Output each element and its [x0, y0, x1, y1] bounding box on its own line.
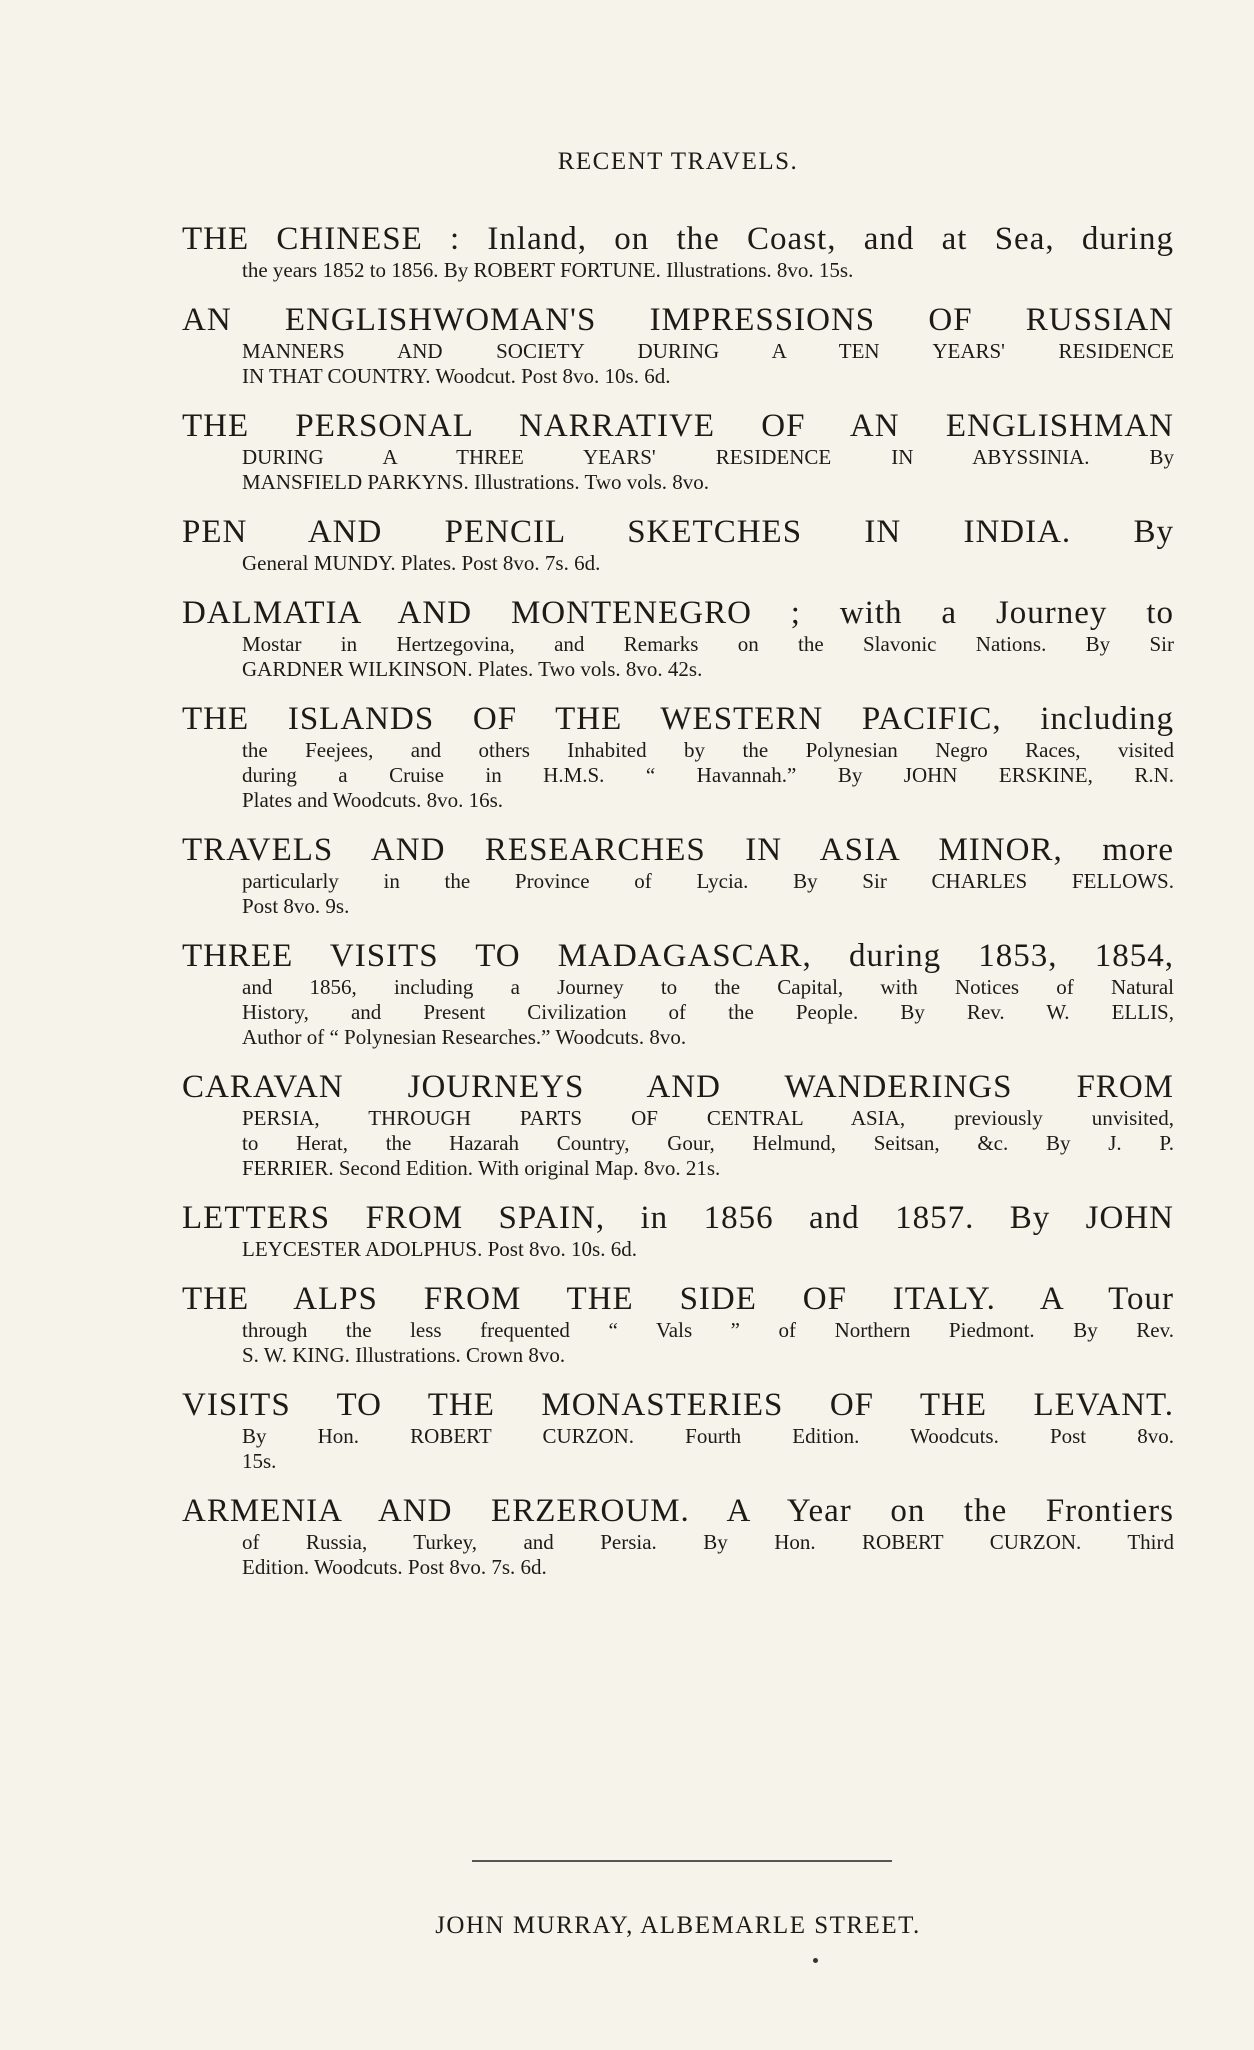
book-entry — [182, 700, 1174, 813]
book-title: PEN AND PENCIL SKETCHES IN INDIA. By — [182, 514, 1174, 550]
book-description-line: the Feejees, and others Inhabited by the Polynesian Negro Races, visited — [242, 738, 1174, 762]
book-description-line: History, and Present Civilization of the People. By Rev. W. ELLIS, — [242, 1000, 1174, 1024]
book-description-line: IN THAT COUNTRY. Woodcut. Post 8vo. 10s. 6d. — [242, 364, 671, 388]
book-description-line: LEYCESTER ADOLPHUS. Post 8vo. 10s. 6d. — [242, 1237, 637, 1261]
publisher-footer: JOHN MURRAY, ALBEMARLE STREET. — [435, 1912, 921, 1939]
book-entry — [182, 1492, 1174, 1580]
book-description-line: GARDNER WILKINSON. Plates. Two vols. 8vo. 42s. — [242, 657, 703, 681]
book-entry — [182, 407, 1174, 495]
book-description-line: S. W. KING. Illustrations. Crown 8vo. — [242, 1343, 566, 1367]
book-title: ARMENIA AND ERZEROUM. A Year on the Frontiers — [182, 1493, 1174, 1529]
book-description-line: Mostar in Hertzegovina, and Remarks on the Slavonic Nations. By Sir — [242, 632, 1174, 656]
book-description-line: to Herat, the Hazarah Country, Gour, Helmund, Seitsan, &c. By J. P. — [242, 1131, 1174, 1155]
book-title: TRAVELS AND RESEARCHES IN ASIA MINOR, more — [182, 832, 1174, 868]
printer-dot — [813, 1958, 818, 1963]
book-description-line: General MUNDY. Plates. Post 8vo. 7s. 6d. — [242, 551, 601, 575]
book-description-line: Post 8vo. 9s. — [242, 894, 350, 918]
book-description-line: FERRIER. Second Edition. With original Map. 8vo. 21s. — [242, 1156, 721, 1180]
book-title: THREE VISITS TO MADAGASCAR, during 1853, 1854, — [182, 938, 1174, 974]
book-description-line: Plates and Woodcuts. 8vo. 16s. — [242, 788, 503, 812]
book-title: THE ALPS FROM THE SIDE OF ITALY. A Tour — [182, 1281, 1174, 1317]
book-entry — [182, 594, 1174, 682]
divider-rule — [472, 1860, 892, 1862]
book-entry — [182, 1068, 1174, 1181]
book-entry — [182, 1386, 1174, 1474]
book-title: THE PERSONAL NARRATIVE OF AN ENGLISHMAN — [182, 408, 1174, 444]
book-title: THE ISLANDS OF THE WESTERN PACIFIC, including — [182, 701, 1174, 737]
book-entry — [182, 513, 1174, 576]
book-description-line: 15s. — [242, 1449, 277, 1473]
book-description-line: during a Cruise in H.M.S. “ Havannah.” By JOHN ERSKINE, R.N. — [242, 763, 1174, 787]
book-entry — [182, 301, 1174, 389]
book-description-line: of Russia, Turkey, and Persia. By Hon. ROBERT CURZON. Third — [242, 1530, 1174, 1554]
book-description-line: DURING A THREE YEARS' RESIDENCE IN ABYSSINIA. By — [242, 445, 1174, 469]
book-description-line: Author of “ Polynesian Researches.” Woodcuts. 8vo. — [242, 1025, 687, 1049]
book-title: LETTERS FROM SPAIN, in 1856 and 1857. By JOHN — [182, 1200, 1174, 1236]
book-entry — [182, 831, 1174, 919]
book-description-line: Edition. Woodcuts. Post 8vo. 7s. 6d. — [242, 1555, 547, 1579]
book-description-line: MANSFIELD PARKYNS. Illustrations. Two vols. 8vo. — [242, 470, 710, 494]
book-description-line: and 1856, including a Journey to the Capital, with Notices of Natural — [242, 975, 1174, 999]
book-entry — [182, 1199, 1174, 1262]
book-list — [182, 220, 1174, 1598]
book-description-line: the years 1852 to 1856. By ROBERT FORTUNE. Illustrations. 8vo. 15s. — [242, 258, 854, 282]
book-title: DALMATIA AND MONTENEGRO ; with a Journey to — [182, 595, 1174, 631]
book-entry — [182, 220, 1174, 283]
book-entry — [182, 937, 1174, 1050]
book-title: VISITS TO THE MONASTERIES OF THE LEVANT. — [182, 1387, 1174, 1423]
book-description-line: MANNERS AND SOCIETY DURING A TEN YEARS' RESIDENCE — [242, 339, 1174, 363]
book-description-line: By Hon. ROBERT CURZON. Fourth Edition. Woodcuts. Post 8vo. — [242, 1424, 1174, 1448]
book-title: AN ENGLISHWOMAN'S IMPRESSIONS OF RUSSIAN — [182, 302, 1174, 338]
book-title: THE CHINESE : Inland, on the Coast, and at Sea, during — [182, 221, 1174, 257]
page-header: RECENT TRAVELS. — [557, 148, 799, 175]
book-description-line: through the less frequented “ Vals ” of Northern Piedmont. By Rev. — [242, 1318, 1174, 1342]
book-entry — [182, 1280, 1174, 1368]
book-description-line: particularly in the Province of Lycia. By Sir CHARLES FELLOWS. — [242, 869, 1174, 893]
book-description-line: PERSIA, THROUGH PARTS OF CENTRAL ASIA, previously unvisited, — [242, 1106, 1174, 1130]
book-title: CARAVAN JOURNEYS AND WANDERINGS FROM — [182, 1069, 1174, 1105]
